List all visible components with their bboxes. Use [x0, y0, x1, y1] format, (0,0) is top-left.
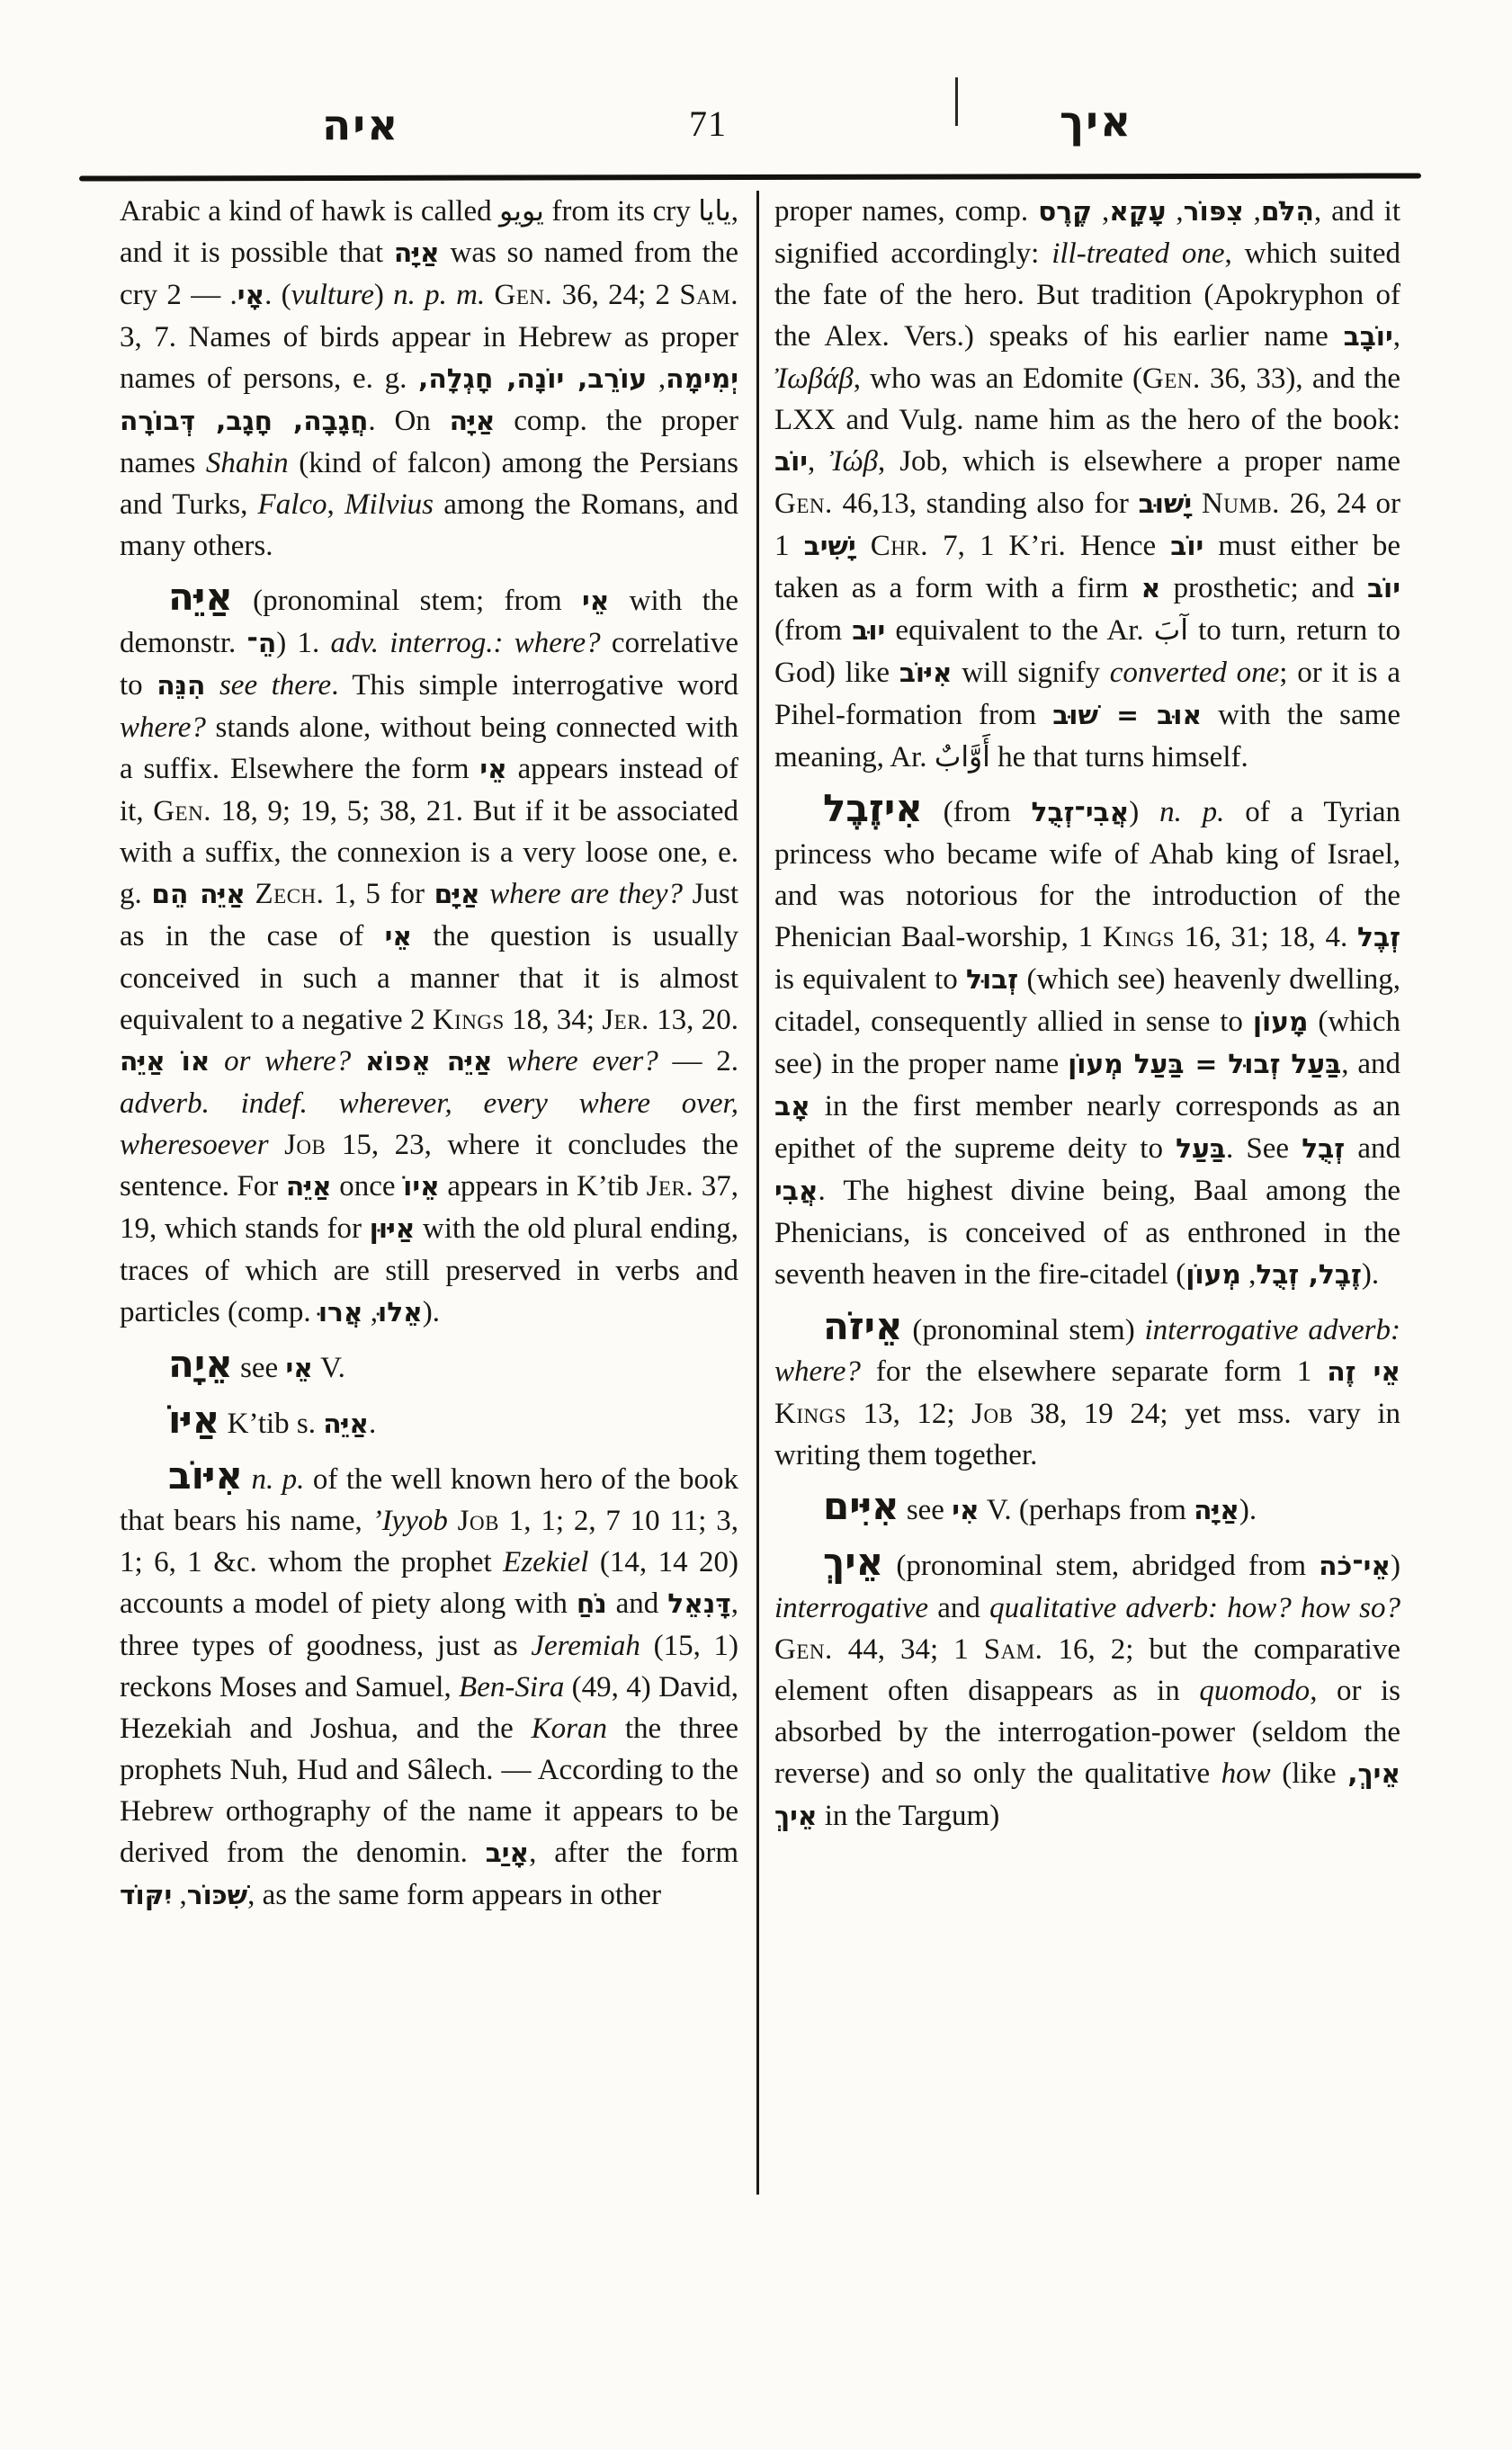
entry-headword: אַיֵּה: [168, 575, 233, 619]
text-run: (from: [774, 614, 853, 647]
hebrew-inline: אֵיוֹ: [403, 1171, 440, 1203]
text-run: (kind of falcon) among the Persians and Turks,: [120, 447, 738, 521]
text-run: for the elsewhere separate form: [860, 1355, 1297, 1388]
text-run: and: [928, 1592, 990, 1624]
text-run: , which suited the fate of the hero. But tradition (Apokryphon of the Alex. Vers.) speaks of his earlier name: [774, 237, 1400, 353]
hebrew-inline: אֲרוּ: [318, 1297, 363, 1328]
italic-text: converted one: [1109, 657, 1280, 689]
text-run: 46,13, standing also for: [832, 487, 1139, 520]
text-run: 16, 31; 18, 4.: [1174, 921, 1358, 953]
dictionary-entry: [774, 1484, 1400, 1532]
italic-text: Ezekiel: [503, 1546, 589, 1578]
hebrew-inline: נֹחַ: [576, 1588, 607, 1620]
text-run: , and: [1341, 1048, 1400, 1080]
text-run: [205, 669, 219, 702]
text-run: .: [369, 1408, 377, 1440]
dictionary-entry: [120, 1453, 739, 1917]
text-run: with the demonstr.: [120, 585, 738, 659]
text-run: must either be taken as a form with a firm: [774, 530, 1400, 604]
reference-abbrev: Gen.: [774, 487, 833, 520]
hebrew-inline: יוֹבָב: [1343, 321, 1393, 353]
italic-text: how: [1221, 1757, 1271, 1790]
dictionary-entry: [774, 786, 1401, 1296]
text-run: appears in K’tib: [439, 1170, 647, 1203]
text-run: ) 1.: [276, 627, 331, 659]
hebrew-inline: עוֹרֵב, יוֹנָה, חָגְלָה, חֲגָבָה, חָגָב, דְּבוֹרָה: [120, 363, 648, 437]
dictionary-entry: [774, 1304, 1401, 1476]
reference-abbrev: Kings: [774, 1398, 847, 1430]
reference-abbrev: Sam.: [679, 279, 738, 311]
text-run: the question is usually conceived in such a manner that it is almost equivalent to a negative 2: [120, 920, 738, 1036]
text-run: 18, 9; 19, 5; 38, 21. But if it be associated with a suffix, the connexion is a very loose one, e. g.: [120, 795, 738, 910]
text-run: ,: [1243, 195, 1261, 228]
hebrew-inline: קֶרֶס: [1038, 196, 1093, 228]
hebrew-inline: אֵי: [384, 921, 412, 952]
text-run: ,: [172, 1879, 187, 1911]
entry-headword: אַיּוֹ: [168, 1398, 220, 1442]
hebrew-inline: אַיּוּן: [369, 1213, 416, 1245]
text-run: ,: [362, 1296, 379, 1328]
hebrew-inline: אַיָּה: [393, 237, 440, 269]
text-run: (pronominal stem, abridged from: [883, 1550, 1320, 1582]
text-run: [448, 1505, 458, 1537]
hebrew-inline: זְבֻל: [1302, 1133, 1346, 1165]
reference-abbrev: Job: [284, 1129, 327, 1161]
text-run: [1192, 487, 1202, 520]
text-run: (which see) heavenly dwelling, citadel, consequently allied in sense to: [774, 963, 1400, 1038]
hebrew-inline: יָשׁוּב: [1138, 488, 1193, 520]
right-column: [774, 191, 1400, 1838]
text-run: 37, 19, which stands for: [120, 1170, 738, 1245]
reference-abbrev: Job: [971, 1398, 1014, 1430]
text-run: was so named from the cry: [120, 237, 738, 311]
hebrew-inline: אַיָּם: [434, 879, 480, 910]
hebrew-inline: בַּעַל: [1176, 1133, 1226, 1165]
text-run: 3, 7. Names of birds appear in Hebrew as proper names of persons, e. g.: [120, 321, 738, 395]
text-run: . — 2. (: [166, 279, 291, 311]
text-run: the three prophets Nuh, Hud and Sâlech. — According to the Hebrew orthography of the name it appears to be derived from the denomin.: [120, 1712, 738, 1869]
hebrew-inline: אָיַב: [485, 1838, 530, 1869]
arabic-inline: يويو: [499, 195, 544, 228]
dictionary-entry: [120, 1398, 738, 1445]
hebrew-inline: יָשִׁיב: [803, 531, 856, 562]
entry-headword: אֵיזֹה: [823, 1304, 903, 1348]
text-run: is equivalent to: [774, 963, 967, 996]
text-run: 1: [774, 530, 871, 562]
text-run: (which see) in the proper name: [774, 1006, 1401, 1080]
hebrew-inline: יוּב: [852, 615, 886, 647]
reference-abbrev: Gen.: [494, 279, 553, 311]
hebrew-inline: יְמִימָה: [666, 363, 739, 395]
italic-text: n. p.: [1159, 796, 1225, 828]
hebrew-inline: אֵיךְ, אֵיךְ: [774, 1758, 1400, 1832]
text-run: 36, 24; 2: [552, 279, 680, 311]
reference-abbrev: Gen.: [1142, 362, 1201, 395]
text-run: see: [899, 1494, 953, 1526]
text-run: V.: [312, 1352, 345, 1384]
hebrew-inline: אֵלוּ: [378, 1297, 423, 1328]
text-run: 1, 5 for: [324, 878, 434, 910]
reference-abbrev: Jer.: [646, 1170, 694, 1203]
text-run: 16, 2; but the comparative element often disappears as in: [774, 1633, 1400, 1707]
text-run: Just as in the case of: [120, 878, 739, 952]
italic-text: or where?: [224, 1045, 352, 1077]
hebrew-inline: אַיָּה: [449, 406, 496, 437]
text-run: (49, 4) David, Hezekiah and Joshua, and the: [120, 1671, 738, 1745]
entry-headword: אִיזֶבֶל: [823, 786, 923, 830]
text-run: ; or it is a Pihel-formation from: [774, 657, 1400, 731]
text-paragraph: [774, 191, 1400, 778]
hebrew-inline: זֶבֶל, זְבֻל: [1256, 1259, 1362, 1291]
reference-abbrev: Gen.: [774, 1633, 833, 1666]
reference-abbrev: Sam.: [983, 1633, 1043, 1666]
page-number: 71: [689, 103, 727, 144]
hebrew-inline: אַיֵּה הֵם: [151, 879, 246, 910]
text-run: ,: [1392, 320, 1400, 353]
italic-text: n. p. m.: [393, 279, 486, 311]
text-run: , or is absorbed by the interrogation-power (seldom the reverse) and so only the qualitative: [774, 1675, 1400, 1790]
italic-text: qualitative adverb: how? how so?: [989, 1592, 1400, 1624]
text-run: 15, 23, where it concludes the sentence. For: [120, 1129, 739, 1203]
text-run: ).: [1361, 1258, 1380, 1291]
hebrew-inline: א: [1141, 573, 1161, 604]
entry-headword: אִיִּים: [823, 1484, 899, 1528]
italic-text: interrogative: [774, 1592, 929, 1624]
hebrew-inline: הִנֵּה: [157, 670, 206, 702]
text-run: to turn, return to God) like: [774, 614, 1400, 689]
italic-text: vulture: [291, 279, 374, 311]
italic-text: Jeremiah: [531, 1630, 640, 1662]
hebrew-inline: אֵי: [581, 586, 610, 617]
text-run: [269, 1129, 285, 1161]
hebrew-inline: הִלֹּם: [1260, 196, 1314, 228]
text-run: 7, 1 K’ri. Hence: [928, 530, 1171, 562]
hebrew-inline: יוֹב: [1366, 573, 1400, 604]
page-body: [0, 191, 1512, 2195]
text-run: ,: [1166, 195, 1184, 228]
text-run: among the Romans, and many others.: [120, 488, 739, 562]
italic-text: adverb. indef. wherever, every where over, wheresoever: [120, 1087, 738, 1161]
text-run: Arabic a kind of hawk is called: [120, 195, 500, 228]
text-run: , Job, which is elsewhere a proper name: [877, 445, 1400, 478]
italic-text: Koran: [531, 1712, 607, 1745]
text-run: . See: [1225, 1132, 1302, 1165]
hebrew-inline: עָקָא: [1109, 196, 1167, 228]
text-run: ).: [422, 1296, 441, 1328]
hebrew-inline: דָּנִאֵל: [667, 1588, 731, 1620]
text-run: ): [1129, 796, 1160, 828]
text-run: from its cry: [543, 195, 699, 228]
italic-text: where ever?: [506, 1045, 658, 1077]
left-column: [120, 191, 738, 1917]
arabic-inline: يايا: [698, 195, 731, 228]
text-run: , after the form: [529, 1837, 738, 1869]
arabic-inline: أَوَّابٌ: [934, 741, 990, 773]
dictionary-entry: [120, 575, 739, 1334]
text-run: and: [1345, 1132, 1400, 1165]
hebrew-inline: אַיֵּה אֵפוֹא: [364, 1046, 493, 1077]
reference-abbrev: Gen.: [153, 795, 211, 827]
hebrew-inline: אַיֵּה: [323, 1408, 370, 1440]
text-run: [246, 878, 255, 910]
reference-abbrev: Kings: [432, 1004, 505, 1036]
text-run: ): [1391, 1550, 1400, 1582]
text-run: once: [331, 1170, 404, 1203]
italic-text: adv. interrog.: where?: [330, 627, 601, 659]
hebrew-inline: מָעוֹן: [1252, 1006, 1309, 1038]
column-divider: [756, 191, 759, 2195]
entry-headword: אֵיָה: [168, 1342, 233, 1386]
text-run: (14, 14 20) accounts a model of piety along with: [120, 1546, 738, 1620]
text-run: ,: [327, 488, 344, 521]
text-run: ).: [1239, 1494, 1257, 1526]
text-run: (pronominal stem): [902, 1314, 1145, 1346]
italic-text: interrogative adverb: where?: [774, 1314, 1401, 1388]
text-run: , as the same form appears in other: [247, 1879, 662, 1911]
text-run: ,: [1240, 1258, 1257, 1291]
text-run: [210, 1045, 224, 1077]
hebrew-inline: זְבֶל: [1357, 922, 1400, 953]
text-run: . This simple interrogative word: [331, 669, 739, 702]
text-run: ,: [647, 362, 667, 395]
dictionary-entry: [120, 1342, 738, 1390]
hebrew-inline: אֲבִי: [774, 1176, 819, 1207]
text-run: ): [373, 279, 394, 311]
text-run: 18, 34;: [504, 1004, 603, 1036]
text-run: with the same meaning, Ar.: [774, 699, 1400, 773]
hebrew-inline: בַּעַל זְבוּל = בַּעַל מְעוֹן: [1068, 1049, 1342, 1080]
reference-abbrev: Job: [457, 1505, 499, 1537]
text-run: will signify: [952, 657, 1110, 689]
text-run: he that turns himself.: [989, 741, 1248, 773]
text-run: K’tib s.: [219, 1408, 324, 1440]
hebrew-inline: אֵי: [285, 1353, 313, 1384]
hebrew-inline: אִי: [952, 1495, 980, 1526]
entry-headword: אֵיךְ: [823, 1540, 884, 1584]
text-run: , three types of goodness, just as: [120, 1587, 738, 1662]
text-run: (pronominal stem; from: [232, 585, 582, 617]
text-run: comp. the proper names: [120, 405, 738, 479]
text-paragraph: [120, 191, 738, 567]
text-run: stands alone, without being connected with a suffix. Elsewhere the form: [120, 711, 738, 785]
scan-artifact-mark: [955, 77, 958, 126]
text-run: and: [606, 1587, 668, 1620]
hebrew-inline: צִפּוֹר: [1183, 196, 1244, 228]
hebrew-inline: זְבוּל: [966, 964, 1019, 996]
hebrew-inline: אִיּוֹב: [899, 657, 953, 689]
text-run: in the Targum): [817, 1800, 1000, 1832]
hebrew-inline: שִׁכּוֹר: [186, 1880, 248, 1911]
italic-text: where are they?: [489, 878, 684, 910]
italic-text: see there: [219, 669, 332, 702]
hebrew-inline: אֵי זֶה: [1327, 1356, 1400, 1388]
hebrew-inline: אוּב = שׁוּב: [1052, 700, 1203, 731]
text-run: 1, 1; 2, 7 10 11; 3, 1; 6, 1 &c. whom the prophet: [120, 1505, 738, 1578]
text-run: 36, 33), and the LXX and Vulg. name him as the hero of the book:: [774, 362, 1400, 436]
hebrew-inline: אֵי: [479, 754, 507, 785]
text-run: 38, 19 24; yet mss. vary in writing them together.: [774, 1398, 1400, 1471]
hebrew-inline: אַיֵּה: [285, 1171, 332, 1203]
italic-text: ill-treated one: [1051, 237, 1225, 270]
text-run: ,: [808, 445, 830, 478]
text-run: in the first member nearly corresponds as an epithet of the supreme deity to: [774, 1090, 1400, 1165]
italic-text: Shahin: [205, 447, 289, 479]
italic-text: Falco: [257, 488, 327, 521]
text-run: proper names, comp.: [774, 195, 1039, 228]
hebrew-inline: מְעוֹן: [1185, 1259, 1241, 1291]
hebrew-inline: יוֹב: [1170, 531, 1204, 562]
text-run: (from: [922, 796, 1032, 828]
dictionary-entry: [774, 1540, 1400, 1838]
reference-abbrev: Kings: [1102, 921, 1175, 953]
hebrew-inline: אַיָּה: [1194, 1495, 1239, 1526]
text-run: [485, 279, 494, 311]
hebrew-inline: אָב: [774, 1091, 810, 1122]
italic-text: ’Iyyob: [371, 1505, 448, 1537]
text-run: V. (perhaps from: [979, 1494, 1194, 1526]
text-run: . The highest divine being, Baal among the Phenicians, is conceived of as enthroned in the seventh heaven in the fire-citadel (: [774, 1175, 1400, 1291]
text-run: equivalent to the Ar.: [885, 614, 1154, 647]
text-run: , and it is possible that: [120, 195, 738, 269]
italic-text: Ben-Sira: [459, 1671, 565, 1703]
text-run: with the old plural ending, traces of which are still preserved in verbs and particles (comp.: [120, 1212, 738, 1328]
text-run: of the well known hero of the book that bears his name,: [120, 1463, 739, 1537]
hebrew-inline: יוֹב: [774, 446, 809, 478]
italic-text: n. p.: [251, 1463, 305, 1496]
greek-inline: Ἰώβ: [829, 445, 878, 478]
hebrew-inline: הֵ־: [246, 628, 277, 659]
text-run: , who was an Edomite (: [853, 362, 1143, 395]
text-run: — 2.: [658, 1045, 739, 1077]
text-run: of a Tyrian princess who became wife of Ahab king of Israel, and was notorious for the introduction of the Phenician Baal-worship, 1: [774, 796, 1400, 953]
hebrew-inline: יִקּוֹד: [120, 1880, 173, 1911]
header-keyword-right: איך: [1060, 97, 1133, 147]
text-run: ,: [1092, 195, 1110, 228]
hebrew-inline: אֵי־כֹה: [1319, 1551, 1391, 1582]
reference-abbrev: Numb.: [1201, 487, 1280, 520]
text-run: 13, 12;: [846, 1398, 972, 1430]
text-run: prosthetic; and: [1160, 572, 1367, 604]
hebrew-inline: אֲבִי־זְבֻל: [1031, 797, 1130, 828]
italic-text: quomodo: [1199, 1675, 1311, 1707]
text-run: appears instead of it,: [120, 753, 738, 827]
text-run: 26, 24 or: [1279, 487, 1400, 520]
text-run: [493, 1045, 507, 1077]
text-run: 1: [1296, 1355, 1328, 1388]
text-run: 13, 20.: [649, 1004, 739, 1036]
page-header: [0, 0, 1512, 180]
text-run: [480, 878, 490, 910]
text-run: see: [232, 1352, 286, 1384]
reference-abbrev: Zech.: [255, 878, 325, 910]
text-run: correlative to: [120, 627, 739, 702]
entry-headword: אִיּוֹב: [168, 1453, 243, 1498]
text-run: , and it signified accordingly:: [774, 195, 1400, 270]
text-run: (15, 1) reckons Moses and Samuel,: [120, 1630, 738, 1703]
italic-text: Milvius: [344, 488, 434, 521]
italic-text: where?: [120, 711, 206, 744]
reference-abbrev: Chr.: [870, 530, 929, 562]
text-run: 44, 34; 1: [832, 1633, 984, 1666]
reference-abbrev: Jer.: [602, 1004, 649, 1036]
header-keyword-left: איה: [322, 101, 400, 150]
text-run: [351, 1045, 365, 1077]
text-run: (like: [1270, 1757, 1348, 1790]
hebrew-inline: אוֹ אַיֵּה: [120, 1046, 210, 1077]
hebrew-inline: אָי: [237, 280, 265, 311]
text-run: . On: [368, 405, 450, 437]
arabic-inline: آبَ: [1153, 614, 1188, 647]
greek-inline: Ἰωβάβ: [774, 362, 854, 395]
